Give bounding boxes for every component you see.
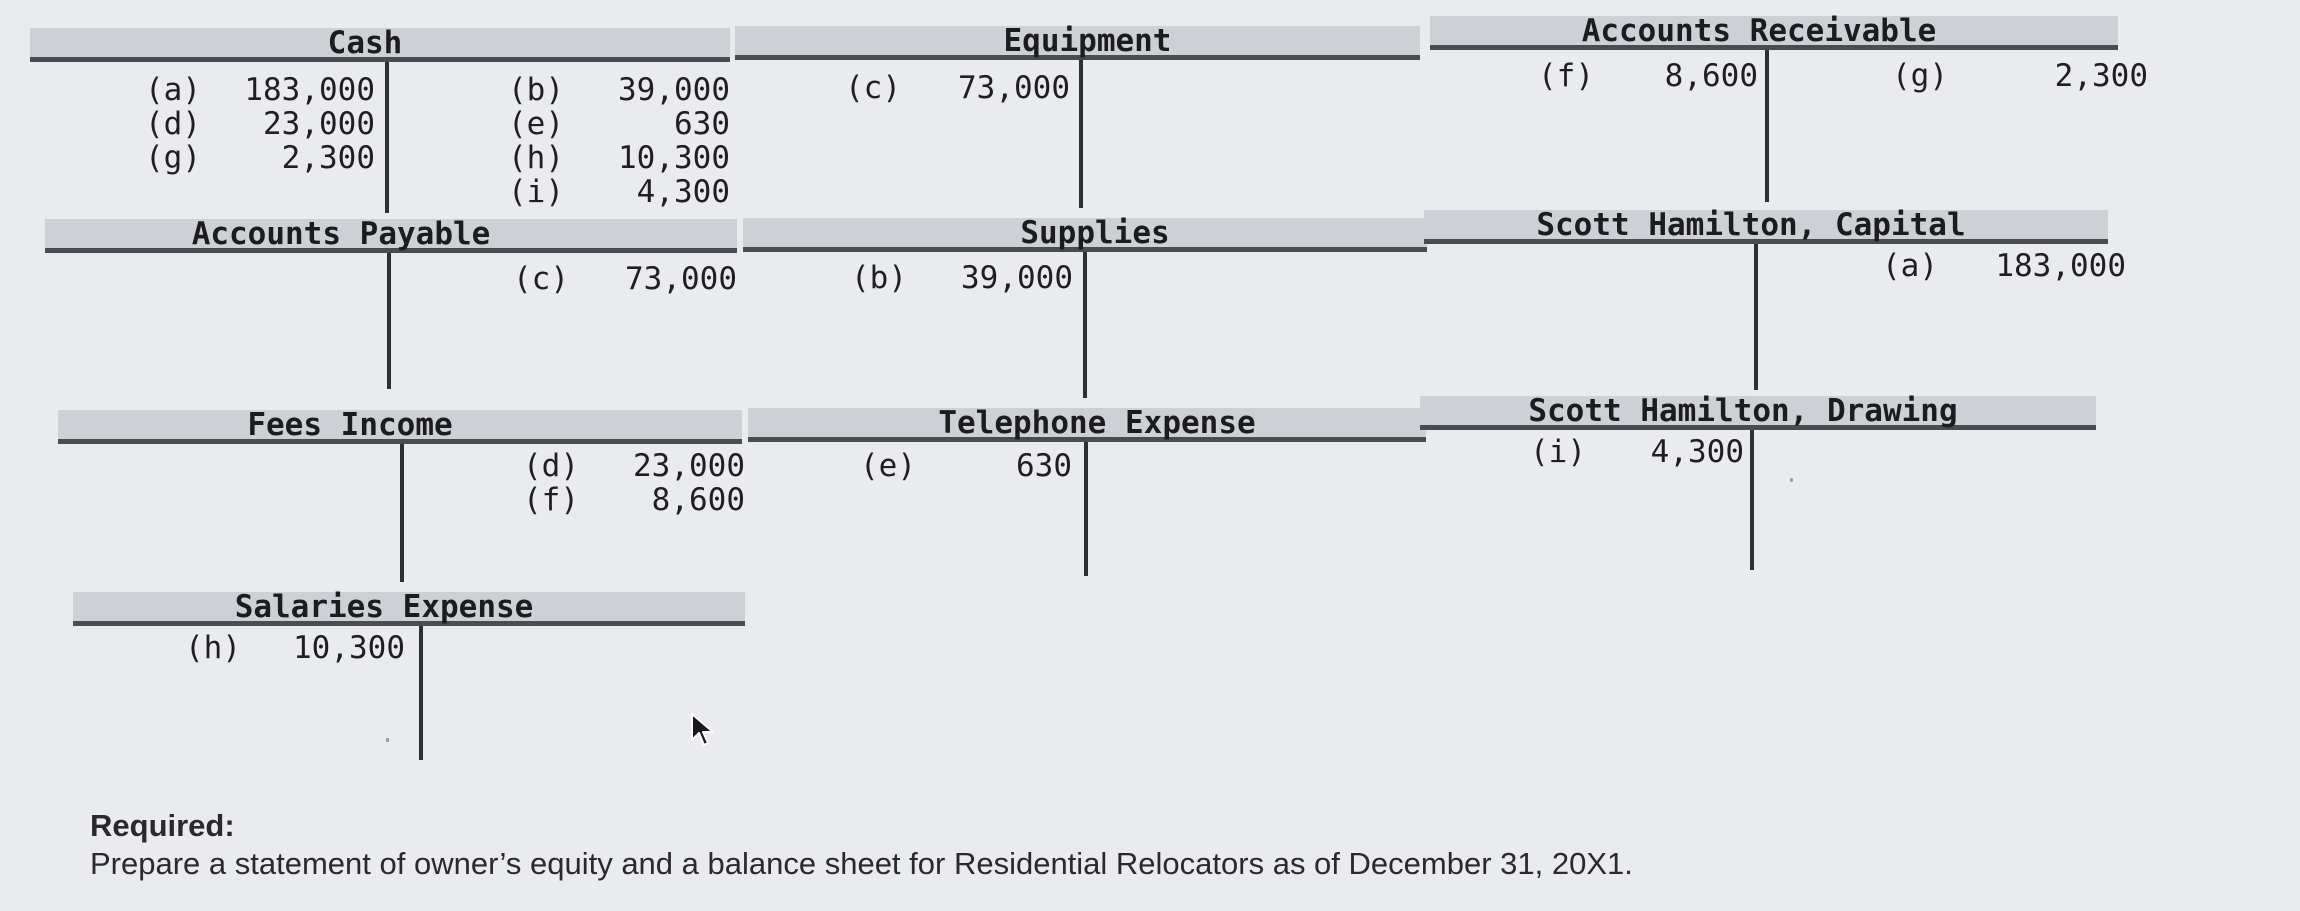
t-account-divider (1083, 252, 1087, 398)
t-account-owner-drawing: Scott Hamilton, Drawing (i) 4,300 (1420, 396, 2096, 570)
t-account-title: Salaries Expense (234, 589, 534, 625)
instructions-text: Prepare a statement of owner’s equity and a balance sheet for Residential Relocators as of December 31, 20X1. (90, 846, 1633, 881)
t-account-title: Accounts Receivable (1581, 13, 1937, 49)
t-account-header (1424, 207, 2108, 244)
t-account-divider (400, 444, 404, 582)
t-account-accounts-receivable: Accounts Receivable (f) 8,600 (g) 2,300 (1430, 16, 2118, 202)
required-heading: Required: (90, 808, 235, 843)
t-account-telephone-expense: Telephone Expense (e) 630 (748, 408, 1426, 576)
t-account-header (73, 589, 745, 626)
t-account-title: Fees Income (247, 407, 453, 443)
t-account-divider (419, 626, 423, 760)
t-account-header (735, 23, 1420, 60)
t-account-header (743, 215, 1427, 252)
t-account-cash: Cash (a) 183,000 (d) 23,000 (g) 2,300 (b) 39,000 (e) 630 (h) 10,300 (i) 4,300 (30, 28, 730, 213)
t-account-title: Cash (327, 25, 403, 61)
t-account-header (58, 407, 742, 444)
speck (386, 738, 389, 742)
t-account-title: Scott Hamilton, Capital (1536, 207, 1966, 243)
t-account-fees-income: Fees Income (d) 23,000 (f) 8,600 (58, 410, 742, 582)
t-account-header (45, 216, 737, 253)
t-account-equipment: Equipment (c) 73,000 (735, 26, 1420, 208)
t-account-title: Supplies (1020, 215, 1170, 251)
t-account-header (1420, 393, 2096, 430)
t-account-divider (1765, 50, 1769, 202)
t-account-divider (1754, 244, 1758, 390)
t-account-header (30, 25, 730, 62)
t-account-divider (387, 253, 391, 389)
t-account-divider (385, 62, 389, 213)
speck (1790, 478, 1793, 482)
mouse-pointer-icon (690, 712, 716, 748)
t-account-salaries-expense: Salaries Expense (h) 10,300 (73, 592, 745, 760)
t-account-divider (1750, 430, 1754, 570)
t-account-title: Telephone Expense (938, 405, 1256, 441)
t-account-header (748, 405, 1426, 442)
t-account-title: Accounts Payable (191, 216, 491, 252)
t-account-title: Equipment (1003, 23, 1172, 59)
t-account-supplies: Supplies (b) 39,000 (743, 218, 1427, 398)
t-account-owner-capital: Scott Hamilton, Capital (a) 183,000 (1424, 210, 2108, 390)
t-account-header (1430, 13, 2118, 50)
t-account-title: Scott Hamilton, Drawing (1528, 393, 1958, 429)
t-account-accounts-payable: Accounts Payable (c) 73,000 (45, 219, 737, 389)
t-account-divider (1084, 442, 1088, 576)
t-account-divider (1079, 60, 1083, 208)
